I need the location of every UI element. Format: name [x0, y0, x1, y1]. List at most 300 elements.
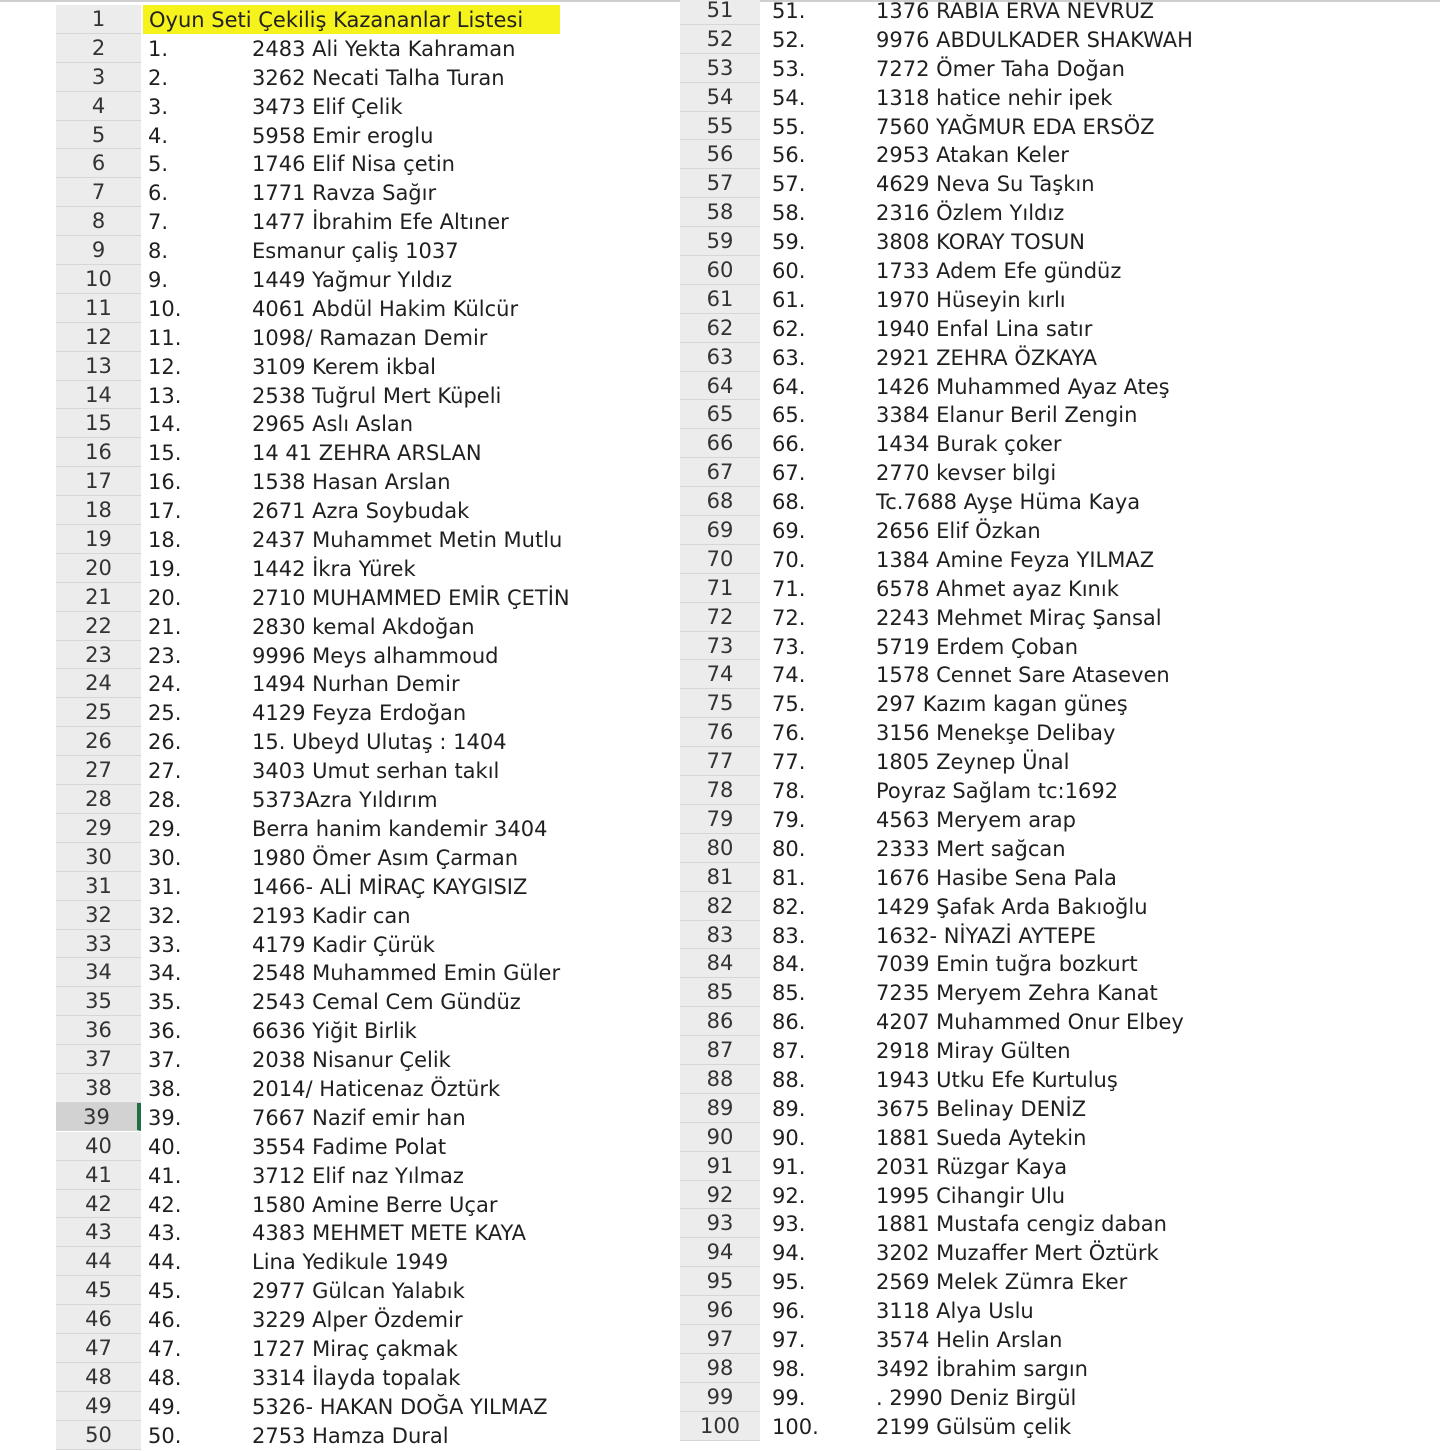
winner-cell[interactable]: . 2990 Deniz Birgül [876, 1385, 1077, 1410]
row-header[interactable]: 74 [680, 660, 760, 689]
table-row[interactable] [56, 987, 676, 1016]
table-row[interactable] [680, 400, 1440, 429]
row-header[interactable]: 27 [56, 756, 141, 785]
winner-cell[interactable]: 1578 Cennet Sare Ataseven [876, 663, 1170, 688]
winner-cell[interactable]: 1098/ Ramazan Demir [252, 325, 488, 350]
winner-cell[interactable]: 3109 Kerem ikbal [252, 354, 437, 379]
rank-cell[interactable]: 54. [772, 85, 806, 110]
table-row[interactable] [56, 236, 676, 265]
rank-cell[interactable]: 71. [772, 576, 806, 601]
table-row[interactable] [680, 54, 1440, 83]
row-header[interactable]: 93 [680, 1209, 760, 1238]
row-header[interactable]: 63 [680, 343, 760, 372]
row-header[interactable]: 82 [680, 892, 760, 921]
table-row[interactable] [680, 1267, 1440, 1296]
table-row[interactable] [680, 949, 1440, 978]
row-header[interactable]: 87 [680, 1036, 760, 1065]
rank-cell[interactable]: 11. [148, 325, 182, 350]
winner-cell[interactable]: 1426 Muhammed Ayaz Ateş [876, 374, 1170, 399]
winner-cell[interactable]: 3554 Fadime Polat [252, 1134, 447, 1159]
winner-cell[interactable]: 1805 Zeynep Ünal [876, 750, 1070, 775]
table-row[interactable] [680, 1007, 1440, 1036]
rank-cell[interactable]: 68. [772, 490, 806, 515]
rank-cell[interactable]: 81. [772, 865, 806, 890]
table-row[interactable] [680, 978, 1440, 1007]
rank-cell[interactable]: 24. [148, 672, 182, 697]
rank-cell[interactable]: 40. [148, 1134, 182, 1159]
winner-cell[interactable]: 2538 Tuğrul Mert Küpeli [252, 383, 502, 408]
winner-cell[interactable]: 2437 Muhammet Metin Mutlu [252, 528, 563, 553]
row-header[interactable]: 22 [56, 612, 141, 641]
table-row[interactable] [680, 574, 1440, 603]
table-row[interactable] [56, 583, 676, 612]
rank-cell[interactable]: 92. [772, 1183, 806, 1208]
winner-cell[interactable]: 2656 Elif Özkan [876, 519, 1041, 544]
winner-cell[interactable]: 3574 Helin Arslan [876, 1327, 1063, 1352]
winner-cell[interactable]: 1746 Elif Nisa çetin [252, 152, 455, 177]
winner-cell[interactable]: 1466- ALİ MİRAÇ KAYGISIZ [252, 874, 528, 899]
row-header[interactable]: 52 [680, 25, 760, 54]
row-header[interactable]: 15 [56, 409, 141, 438]
winner-cell[interactable]: 3808 KORAY TOSUN [876, 230, 1086, 255]
row-header[interactable]: 85 [680, 978, 760, 1007]
row-header[interactable]: 40 [56, 1132, 141, 1161]
row-header[interactable]: 57 [680, 169, 760, 198]
winner-cell[interactable]: 1538 Hasan Arslan [252, 470, 451, 495]
table-row[interactable] [680, 747, 1440, 776]
winner-cell[interactable]: 4383 MEHMET METE KAYA [252, 1221, 527, 1246]
winner-cell[interactable]: 1995 Cihangir Ulu [876, 1183, 1066, 1208]
winner-cell[interactable]: 1881 Mustafa cengiz daban [876, 1212, 1167, 1237]
table-row[interactable] [680, 285, 1440, 314]
rank-cell[interactable]: 30. [148, 845, 182, 870]
rank-cell[interactable]: 84. [772, 952, 806, 977]
row-header[interactable]: 77 [680, 747, 760, 776]
winner-cell[interactable]: 2918 Miray Gülten [876, 1039, 1071, 1064]
table-row[interactable] [680, 1123, 1440, 1152]
rank-cell[interactable]: 78. [772, 779, 806, 804]
table-row[interactable] [680, 776, 1440, 805]
row-header[interactable]: 46 [56, 1305, 141, 1334]
rank-cell[interactable]: 8. [148, 239, 169, 264]
winner-cell[interactable]: 5719 Erdem Çoban [876, 634, 1079, 659]
row-header[interactable]: 45 [56, 1276, 141, 1305]
rank-cell[interactable]: 56. [772, 143, 806, 168]
winner-cell[interactable]: Esmanur çaliş 1037 [252, 239, 459, 264]
rank-cell[interactable]: 69. [772, 519, 806, 544]
rank-cell[interactable]: 99. [772, 1385, 806, 1410]
rank-cell[interactable]: 10. [148, 296, 182, 321]
row-header[interactable]: 34 [56, 958, 141, 987]
rank-cell[interactable]: 82. [772, 894, 806, 919]
table-row[interactable] [680, 372, 1440, 401]
rank-cell[interactable]: 80. [772, 836, 806, 861]
table-row[interactable] [56, 698, 676, 727]
rank-cell[interactable]: 77. [772, 750, 806, 775]
winner-cell[interactable]: 1970 Hüseyin kırlı [876, 287, 1066, 312]
table-row[interactable] [56, 352, 676, 381]
row-header[interactable]: 64 [680, 372, 760, 401]
winner-cell[interactable]: 1881 Sueda Aytekin [876, 1125, 1087, 1150]
table-row[interactable] [56, 1045, 676, 1074]
row-header[interactable]: 68 [680, 487, 760, 516]
table-row[interactable] [56, 1305, 676, 1334]
winner-cell[interactable]: 1434 Burak çoker [876, 432, 1062, 457]
rank-cell[interactable]: 52. [772, 27, 806, 52]
row-header[interactable]: 84 [680, 949, 760, 978]
row-header[interactable]: 61 [680, 285, 760, 314]
table-row[interactable] [680, 1094, 1440, 1123]
row-header[interactable]: 58 [680, 198, 760, 227]
row-header[interactable]: 53 [680, 54, 760, 83]
rank-cell[interactable]: 57. [772, 172, 806, 197]
table-row[interactable] [56, 1363, 676, 1392]
rank-cell[interactable]: 76. [772, 721, 806, 746]
table-row[interactable] [56, 63, 676, 92]
table-row[interactable] [56, 814, 676, 843]
winner-cell[interactable]: 3262 Necati Talha Turan [252, 65, 505, 90]
rank-cell[interactable]: 64. [772, 374, 806, 399]
table-row[interactable] [680, 632, 1440, 661]
table-row[interactable] [680, 516, 1440, 545]
rank-cell[interactable]: 50. [148, 1423, 182, 1448]
rank-cell[interactable]: 35. [148, 990, 182, 1015]
rank-cell[interactable]: 16. [148, 470, 182, 495]
winner-cell[interactable]: 1733 Adem Efe gündüz [876, 259, 1122, 284]
table-row[interactable] [56, 265, 676, 294]
row-header[interactable]: 36 [56, 1016, 141, 1045]
winner-cell[interactable]: 3492 İbrahim sargın [876, 1356, 1088, 1381]
rank-cell[interactable]: 83. [772, 923, 806, 948]
table-row[interactable] [56, 1421, 676, 1450]
table-row[interactable] [56, 1161, 676, 1190]
row-header[interactable]: 8 [56, 207, 141, 236]
row-header[interactable]: 79 [680, 805, 760, 834]
table-row[interactable] [680, 1181, 1440, 1210]
rank-cell[interactable]: 27. [148, 759, 182, 784]
winner-cell[interactable]: 2014/ Haticenaz Öztürk [252, 1076, 501, 1101]
table-row[interactable] [680, 314, 1440, 343]
rank-cell[interactable]: 33. [148, 932, 182, 957]
winner-cell[interactable]: 4179 Kadir Çürük [252, 932, 435, 957]
table-row[interactable] [680, 1065, 1440, 1094]
table-row[interactable] [56, 785, 676, 814]
row-header[interactable]: 28 [56, 785, 141, 814]
table-row[interactable] [680, 603, 1440, 632]
table-row[interactable] [56, 149, 676, 178]
table-row[interactable] [680, 1296, 1440, 1325]
winner-cell[interactable]: 2483 Ali Yekta Kahraman [252, 36, 516, 61]
winner-cell[interactable]: Lina Yedikule 1949 [252, 1250, 449, 1275]
row-header[interactable]: 1 [56, 5, 141, 34]
table-row[interactable] [680, 25, 1440, 54]
winner-cell[interactable]: 1727 Miraç çakmak [252, 1336, 458, 1361]
row-header[interactable]: 20 [56, 554, 141, 583]
winner-cell[interactable]: 5326- HAKAN DOĞA YILMAZ [252, 1394, 548, 1419]
row-header[interactable]: 91 [680, 1152, 760, 1181]
table-row[interactable] [680, 1152, 1440, 1181]
row-header[interactable]: 86 [680, 1007, 760, 1036]
rank-cell[interactable]: 94. [772, 1241, 806, 1266]
rank-cell[interactable]: 86. [772, 1010, 806, 1035]
row-header[interactable]: 60 [680, 256, 760, 285]
row-header[interactable]: 95 [680, 1267, 760, 1296]
rank-cell[interactable]: 44. [148, 1250, 182, 1275]
table-row[interactable] [680, 256, 1440, 285]
row-header[interactable]: 24 [56, 669, 141, 698]
table-row[interactable] [56, 612, 676, 641]
rank-cell[interactable]: 79. [772, 807, 806, 832]
table-row[interactable] [680, 921, 1440, 950]
winner-cell[interactable]: 2569 Melek Zümra Eker [876, 1270, 1128, 1295]
table-row[interactable] [680, 169, 1440, 198]
row-header[interactable]: 25 [56, 698, 141, 727]
winner-cell[interactable]: 2316 Özlem Yıldız [876, 201, 1065, 226]
winner-cell[interactable]: 1980 Ömer Asım Çarman [252, 845, 519, 870]
row-header[interactable]: 67 [680, 458, 760, 487]
winner-cell[interactable]: 5958 Emir eroglu [252, 123, 434, 148]
row-header[interactable]: 54 [680, 83, 760, 112]
winner-cell[interactable]: 3229 Alper Özdemir [252, 1308, 463, 1333]
winner-cell[interactable]: 2830 kemal Akdoğan [252, 614, 475, 639]
table-row[interactable] [680, 343, 1440, 372]
row-header[interactable]: 41 [56, 1161, 141, 1190]
row-header[interactable]: 81 [680, 863, 760, 892]
winner-cell[interactable]: 3675 Belinay DENİZ [876, 1096, 1087, 1121]
rank-cell[interactable]: 25. [148, 701, 182, 726]
row-header[interactable]: 90 [680, 1123, 760, 1152]
rank-cell[interactable]: 74. [772, 663, 806, 688]
table-row[interactable] [680, 198, 1440, 227]
winner-cell[interactable]: 6578 Ahmet ayaz Kınık [876, 576, 1119, 601]
row-header[interactable]: 9 [56, 236, 141, 265]
row-header[interactable]: 17 [56, 467, 141, 496]
winner-cell[interactable]: 2921 ZEHRA ÖZKAYA [876, 345, 1097, 370]
table-row[interactable] [56, 409, 676, 438]
rank-cell[interactable]: 4. [148, 123, 169, 148]
table-row[interactable] [680, 834, 1440, 863]
row-header[interactable]: 42 [56, 1190, 141, 1219]
rank-cell[interactable]: 9. [148, 268, 169, 293]
table-row[interactable] [56, 525, 676, 554]
rank-cell[interactable]: 53. [772, 56, 806, 81]
row-header[interactable]: 97 [680, 1325, 760, 1354]
row-header[interactable]: 26 [56, 727, 141, 756]
rank-cell[interactable]: 5. [148, 152, 169, 177]
rank-cell[interactable]: 18. [148, 528, 182, 553]
row-header[interactable]: 94 [680, 1238, 760, 1267]
winner-cell[interactable]: 3403 Umut serhan takıl [252, 759, 500, 784]
table-row[interactable] [56, 438, 676, 467]
row-header[interactable]: 38 [56, 1074, 141, 1103]
winner-cell[interactable]: 15. Ubeyd Ulutaş : 1404 [252, 730, 507, 755]
winner-cell[interactable]: 2193 Kadir can [252, 903, 411, 928]
row-header[interactable]: 21 [56, 583, 141, 612]
winner-cell[interactable]: 2243 Mehmet Miraç Şansal [876, 605, 1162, 630]
row-header[interactable]: 35 [56, 987, 141, 1016]
row-header[interactable]: 14 [56, 381, 141, 410]
rank-cell[interactable]: 13. [148, 383, 182, 408]
table-row[interactable] [56, 1334, 676, 1363]
row-header[interactable]: 6 [56, 149, 141, 178]
table-row[interactable] [56, 1247, 676, 1276]
rank-cell[interactable]: 49. [148, 1394, 182, 1419]
winner-cell[interactable]: 9976 ABDULKADER SHAKWAH [876, 27, 1193, 52]
rank-cell[interactable]: 2. [148, 65, 169, 90]
rank-cell[interactable]: 29. [148, 816, 182, 841]
row-header[interactable]: 7 [56, 178, 141, 207]
winner-cell[interactable]: 3118 Alya Uslu [876, 1299, 1034, 1324]
winner-cell[interactable]: 2333 Mert sağcan [876, 836, 1066, 861]
table-row[interactable] [680, 718, 1440, 747]
row-header[interactable]: 47 [56, 1334, 141, 1363]
row-header[interactable]: 10 [56, 265, 141, 294]
winner-cell[interactable]: 2548 Muhammed Emin Güler [252, 961, 561, 986]
winner-cell[interactable]: Poyraz Sağlam tc:1692 [876, 779, 1119, 804]
row-header[interactable]: 65 [680, 400, 760, 429]
table-row[interactable] [680, 863, 1440, 892]
row-header[interactable]: 37 [56, 1045, 141, 1074]
winner-cell[interactable]: 2671 Azra Soybudak [252, 499, 470, 524]
rank-cell[interactable]: 98. [772, 1356, 806, 1381]
rank-cell[interactable]: 65. [772, 403, 806, 428]
row-header[interactable]: 19 [56, 525, 141, 554]
winner-cell[interactable]: 5373Azra Yıldırım [252, 788, 438, 813]
table-row[interactable] [56, 92, 676, 121]
winner-cell[interactable]: 2199 Gülsüm çelik [876, 1414, 1072, 1439]
table-row[interactable] [680, 458, 1440, 487]
rank-cell[interactable]: 67. [772, 461, 806, 486]
rank-cell[interactable]: 7. [148, 210, 169, 235]
winner-cell[interactable]: 1771 Ravza Sağır [252, 181, 437, 206]
rank-cell[interactable]: 48. [148, 1365, 182, 1390]
row-header[interactable]: 39 [56, 1103, 141, 1131]
winner-cell[interactable]: 7667 Nazif emir han [252, 1105, 466, 1130]
winner-cell[interactable]: 3202 Muzaffer Mert Öztürk [876, 1241, 1159, 1266]
winner-cell[interactable]: 9996 Meys alhammoud [252, 643, 499, 668]
row-header[interactable]: 69 [680, 516, 760, 545]
table-row[interactable] [56, 294, 676, 323]
table-row[interactable] [680, 1238, 1440, 1267]
winner-cell[interactable]: 7272 Ömer Taha Doğan [876, 56, 1125, 81]
table-row[interactable] [56, 207, 676, 236]
rank-cell[interactable]: 51. [772, 0, 806, 23]
rank-cell[interactable]: 73. [772, 634, 806, 659]
table-row[interactable] [680, 1036, 1440, 1065]
row-header[interactable]: 71 [680, 574, 760, 603]
rank-cell[interactable]: 32. [148, 903, 182, 928]
winner-cell[interactable]: 1449 Yağmur Yıldız [252, 268, 453, 293]
rank-cell[interactable]: 47. [148, 1336, 182, 1361]
row-header[interactable]: 50 [56, 1421, 141, 1450]
table-row[interactable] [56, 178, 676, 207]
rank-cell[interactable]: 62. [772, 316, 806, 341]
row-header[interactable]: 32 [56, 901, 141, 930]
winner-cell[interactable]: 4207 Muhammed Onur Elbey [876, 1010, 1184, 1035]
row-header[interactable]: 51 [680, 0, 760, 25]
row-header[interactable]: 33 [56, 930, 141, 959]
table-row[interactable] [56, 1392, 676, 1421]
title-row[interactable] [56, 5, 676, 34]
rank-cell[interactable]: 61. [772, 287, 806, 312]
rank-cell[interactable]: 100. [772, 1414, 819, 1439]
winner-cell[interactable]: 1318 hatice nehir ipek [876, 85, 1113, 110]
rank-cell[interactable]: 45. [148, 1279, 182, 1304]
sheet-title-cell[interactable]: Oyun Seti Çekiliş Kazananlar Listesi [143, 5, 560, 34]
row-header[interactable]: 88 [680, 1065, 760, 1094]
rank-cell[interactable]: 6. [148, 181, 169, 206]
winner-cell[interactable]: 2031 Rüzgar Kaya [876, 1154, 1068, 1179]
winner-cell[interactable]: 2038 Nisanur Çelik [252, 1048, 451, 1073]
table-row[interactable] [56, 1103, 676, 1132]
rank-cell[interactable]: 46. [148, 1308, 182, 1333]
winner-cell[interactable]: 2710 MUHAMMED EMİR ÇETİN [252, 585, 570, 610]
rank-cell[interactable]: 3. [148, 94, 169, 119]
row-header[interactable]: 96 [680, 1296, 760, 1325]
rank-cell[interactable]: 42. [148, 1192, 182, 1217]
table-row[interactable] [680, 1354, 1440, 1383]
table-row[interactable] [680, 83, 1440, 112]
rank-cell[interactable]: 60. [772, 259, 806, 284]
table-row[interactable] [680, 660, 1440, 689]
winner-cell[interactable]: 1494 Nurhan Demir [252, 672, 460, 697]
winner-cell[interactable]: 2953 Atakan Keler [876, 143, 1069, 168]
rank-cell[interactable]: 19. [148, 556, 182, 581]
rank-cell[interactable]: 85. [772, 981, 806, 1006]
table-row[interactable] [56, 641, 676, 670]
row-header[interactable]: 49 [56, 1392, 141, 1421]
table-row[interactable] [680, 1325, 1440, 1354]
rank-cell[interactable]: 88. [772, 1067, 806, 1092]
rank-cell[interactable]: 28. [148, 788, 182, 813]
row-header[interactable]: 100 [680, 1412, 760, 1441]
table-row[interactable] [56, 1074, 676, 1103]
row-header[interactable]: 4 [56, 92, 141, 121]
table-row[interactable] [56, 496, 676, 525]
rank-cell[interactable]: 72. [772, 605, 806, 630]
row-header[interactable]: 30 [56, 843, 141, 872]
rank-cell[interactable]: 20. [148, 585, 182, 610]
winner-cell[interactable]: Berra hanim kandemir 3404 [252, 816, 548, 841]
rank-cell[interactable]: 12. [148, 354, 182, 379]
rank-cell[interactable]: 38. [148, 1076, 182, 1101]
winner-cell[interactable]: 6636 Yiğit Birlik [252, 1019, 417, 1044]
table-row[interactable] [680, 1412, 1440, 1441]
row-header[interactable]: 89 [680, 1094, 760, 1123]
table-row[interactable] [56, 958, 676, 987]
winner-cell[interactable]: 3712 Elif naz Yılmaz [252, 1163, 464, 1188]
winner-cell[interactable]: 297 Kazım kagan güneş [876, 692, 1128, 717]
winner-cell[interactable]: 1384 Amine Feyza YILMAZ [876, 547, 1155, 572]
row-header[interactable]: 5 [56, 121, 141, 150]
row-header[interactable]: 2 [56, 34, 141, 63]
winner-cell[interactable]: 7039 Emin tuğra bozkurt [876, 952, 1138, 977]
row-header[interactable]: 56 [680, 140, 760, 169]
table-row[interactable] [680, 0, 1440, 25]
table-row[interactable] [56, 1218, 676, 1247]
winner-cell[interactable]: 1429 Şafak Arda Bakıoğlu [876, 894, 1148, 919]
table-row[interactable] [56, 1190, 676, 1219]
row-header[interactable]: 70 [680, 545, 760, 574]
rank-cell[interactable]: 59. [772, 230, 806, 255]
row-header[interactable]: 43 [56, 1218, 141, 1247]
table-row[interactable] [680, 892, 1440, 921]
table-row[interactable] [56, 669, 676, 698]
rank-cell[interactable]: 87. [772, 1039, 806, 1064]
row-header[interactable]: 92 [680, 1181, 760, 1210]
row-header[interactable]: 98 [680, 1354, 760, 1383]
winner-cell[interactable]: 4061 Abdül Hakim Külcür [252, 296, 519, 321]
